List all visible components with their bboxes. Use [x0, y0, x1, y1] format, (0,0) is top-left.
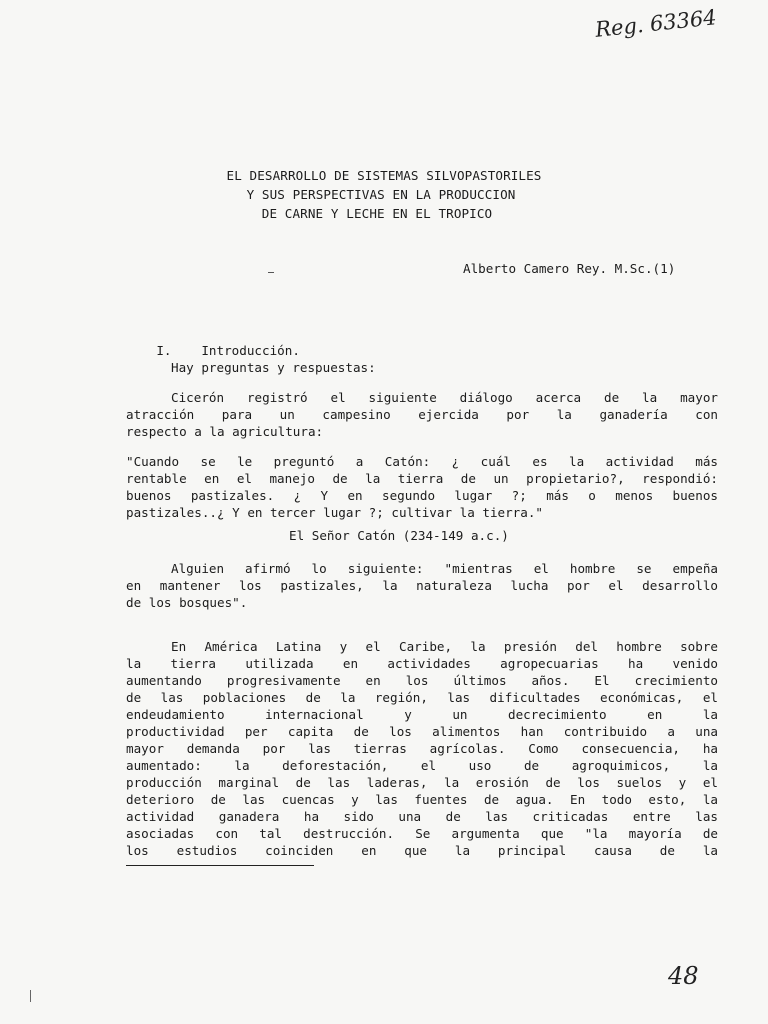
footnote-rule: [126, 865, 314, 866]
paragraph-line: respecto a la agricultura:: [126, 424, 324, 439]
paragraph-line: En América Latina y el Caribe, la presión del hombre sobre: [171, 639, 718, 654]
author-line: Alberto Camero Rey. M.Sc.(1): [463, 261, 676, 276]
paragraph-line: aumentado: la deforestación, el uso de agroquimicos, la: [126, 758, 718, 773]
scan-speck: [268, 272, 274, 273]
paragraph-1: Hay preguntas y respuestas:: [171, 360, 376, 375]
registry-note-handwritten: Reg. 63364: [594, 5, 718, 42]
quote-line: pastizales..¿ Y en tercer lugar ?; cultivar la tierra.": [126, 505, 544, 520]
paragraph-line: actividad ganadera ha sido una de las criticadas entre las: [126, 809, 718, 824]
paragraph-line: mayor demanda por las tierras agrícolas. Como consecuencia, ha: [126, 741, 718, 756]
paragraph-line: endeudamiento internacional y un decrecimiento en la: [126, 707, 718, 722]
paragraph-line: en mantener los pastizales, la naturaleza lucha por el desarrollo: [126, 578, 718, 593]
paragraph-line: Alguien afirmó lo siguiente: "mientras el hombre se empeña: [171, 561, 718, 576]
paragraph-line: de las poblaciones de la región, las dificultades económicas, el: [126, 690, 718, 705]
paragraph-line: aumentando progresivamente en los últimos años. El crecimiento: [126, 673, 718, 688]
paragraph-line: productividad per capita de los alimentos han contribuido a una: [126, 724, 718, 739]
paragraph-line: deterioro de las cuencas y las fuentes de agua. En todo esto, la: [126, 792, 718, 807]
paragraph-line: producción marginal de las laderas, la erosión de los suelos y el: [126, 775, 718, 790]
title-line-1: EL DESARROLLO DE SISTEMAS SILVOPASTORILES: [226, 168, 542, 183]
cato-quote: [126, 453, 718, 521]
section-title: Introducción.: [201, 343, 300, 358]
quote-line: buenos pastizales. ¿ Y en segundo lugar ?; más o menos buenos: [126, 488, 718, 503]
paragraph-3: [126, 560, 718, 611]
scan-margin-mark: [30, 990, 31, 1002]
paragraph-line: los estudios coinciden en que la principal causa de la: [126, 843, 718, 858]
paragraph-2: [126, 389, 718, 440]
title-line-2: Y SUS PERSPECTIVAS EN LA PRODUCCION: [246, 187, 516, 202]
document-title: [0, 166, 768, 223]
title-line-3: DE CARNE Y LECHE EN EL TROPICO: [261, 206, 493, 221]
paragraph-4: [126, 638, 718, 859]
paragraph-line: Cicerón registró el siguiente diálogo acerca de la mayor: [171, 390, 718, 405]
paragraph-line: asociadas con tal destrucción. Se argumenta que "la mayoría de: [126, 826, 718, 841]
section-number: I.: [156, 343, 172, 358]
paragraph-line: atracción para un campesino ejercida por la ganadería con: [126, 407, 718, 422]
quote-line: "Cuando se le preguntó a Catón: ¿ cuál es la actividad más: [126, 454, 718, 469]
paragraph-line: la tierra utilizada en actividades agropecuarias ha venido: [126, 656, 718, 671]
quote-attribution: El Señor Catón (234-149 a.c.): [289, 528, 509, 543]
page-number-handwritten: 48: [668, 962, 699, 990]
paragraph-line: de los bosques".: [126, 595, 248, 610]
quote-line: rentable en el manejo de la tierra de un propietario?, respondió:: [126, 471, 718, 486]
